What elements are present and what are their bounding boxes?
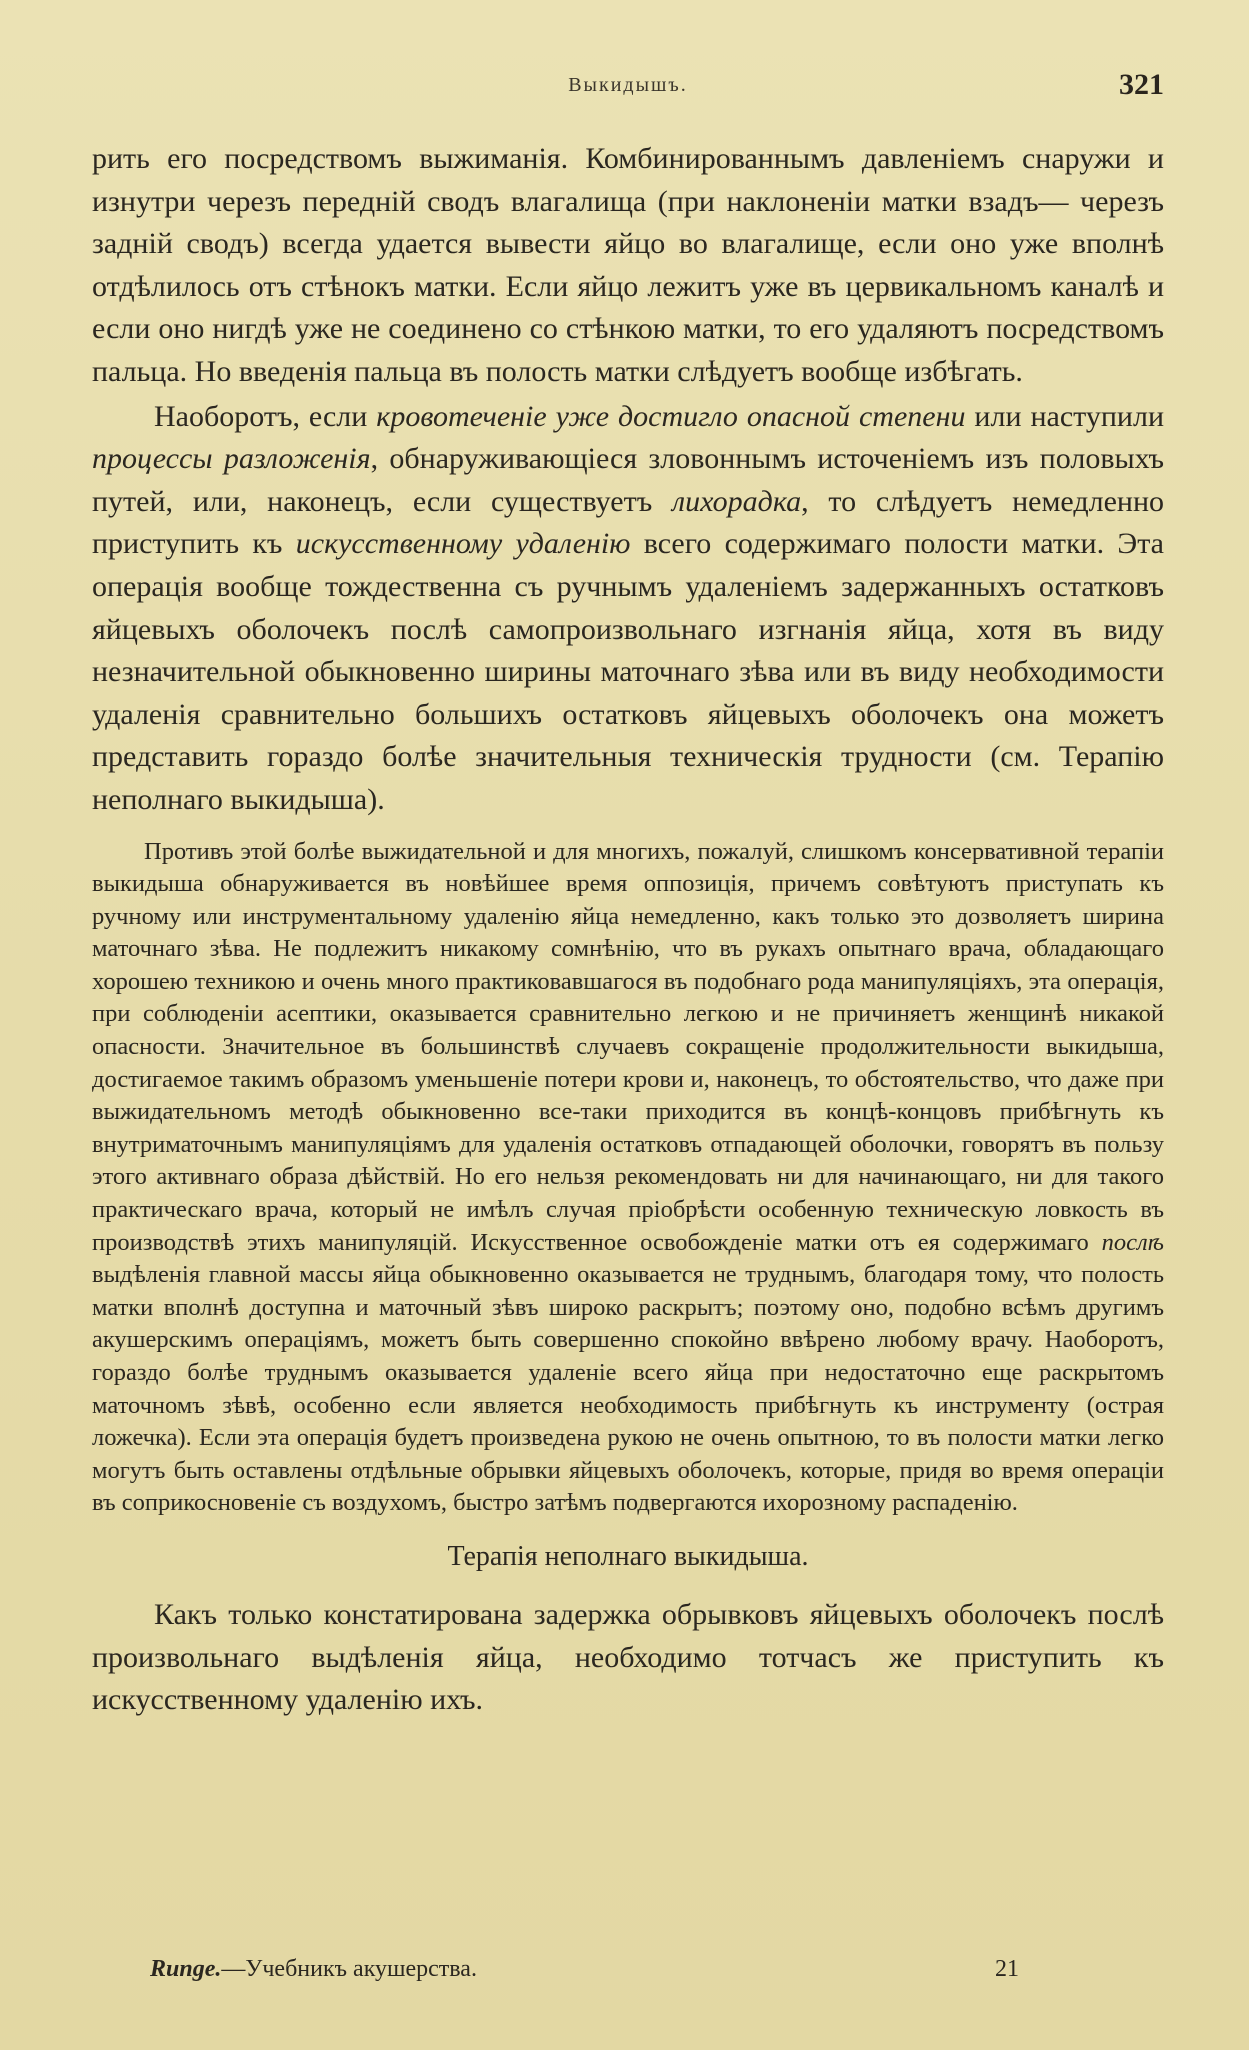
- text-run: выдѣленія главной массы яйца обыкновенно оказывается не труднымъ, благодаря тому, что полость матки вполнѣ доступна и маточный зѣвъ широко раскрытъ; поэтому оно, подобно всѣмъ другимъ акушерскимъ операціямъ, можетъ быть совершенно спокойно ввѣрено любому врачу. Наоборотъ, гораздо болѣе труднымъ оказывается удаленіе всего яйца при недостаточно еще раскрытомъ маточномъ зѣвѣ, особенно если является необходимость прибѣгнуть къ инструменту (острая ложечка). Если эта операція будетъ произведена рукою не очень опытною, то въ полости матки легко могутъ быть оставлены отдѣльные обрывки яйцевыхъ оболочекъ, которые, придя во время операціи въ соприкосновеніе съ воздухомъ, быстро затѣмъ подвергаются ихорозному распаденію.: [92, 1261, 1164, 1517]
- emphasis-decomposition: процессы разложенія: [92, 442, 371, 476]
- running-title: Выкидышъ.: [568, 74, 688, 96]
- footer-book-reference: [150, 1956, 477, 1983]
- paragraph-incomplete-abortion: Какъ только констатирована задержка обрывковъ яйцевыхъ оболочекъ послѣ произвольнаго выдѣленія яйца, необходимо тотчасъ же приступить къ искусственному удаленію ихъ.: [92, 1597, 1164, 1717]
- emphasis-after: послѣ: [1101, 1228, 1164, 1256]
- emphasis-fever: лихорадка: [672, 484, 802, 518]
- page-header: [92, 68, 1164, 108]
- page-body: [92, 138, 1164, 1722]
- paragraph-continuation: рить его посредствомъ выжиманія. Комбинированнымъ давленіемъ снаружи и изнутри черезъ передній сводъ влагалища (при наклоненіи матки взадъ— черезъ задній сводъ) всегда удается вывести яйцо во влагалище, если оно уже вполнѣ отдѣлилось отъ стѣнокъ матки. Если яйцо лежитъ уже въ цервикальномъ каналѣ и если оно нигдѣ уже не соединено со стѣнкою матки, то его удаляютъ посредствомъ пальца. Но введенія пальца въ полость матки слѣдуетъ вообще избѣгать.: [92, 142, 1164, 388]
- text-run: Противъ этой болѣе выжидательной и для многихъ, пожалуй, слишкомъ консервативной терапіи выкидыша обнаруживается въ новѣйшее время оппозиція, причемъ совѣтуютъ приступать къ ручному или инструментальному удаленію яйца немедленно, какъ только это дозволяетъ ширина маточнаго зѣва. Не подлежитъ никакому сомнѣнію, что въ рукахъ опытнаго врача, обладающаго хорошею техникою и очень много практиковавшагося въ подобнаго рода манипуляціяхъ, эта операція, при соблюденіи асептики, оказывается сравнительно легкою и не причиняетъ женщинѣ никакой опасности. Значительное въ большинствѣ случаевъ сокращеніе продолжительности выкидыша, достигаемое такимъ образомъ уменьшеніе потери крови и, наконецъ, то обстоятельство, что даже при выжидательномъ методѣ обыкновенно все-таки приходится въ концѣ-концовъ прибѣгнуть къ внутриматочнымъ манипуляціямъ для удаленія остатковъ отпадающей оболочки, говорятъ въ пользу этого активнаго образа дѣйствій. Но его нельзя рекомендовать ни для начинающаго, ни для такого практическаго врача, который не имѣлъ случая пріобрѣсти особенную техническую ловкость въ производствѣ этихъ манипуляцій. Искусственное освобожденіе матки отъ ея содержимаго: [92, 837, 1164, 1256]
- paragraph-bleeding: [92, 396, 1164, 822]
- page-number: 321: [1119, 68, 1164, 101]
- text-run: , то слѣдуетъ немедленно приступить къ: [92, 484, 1165, 561]
- paragraph-small-print: [92, 836, 1164, 1520]
- text-run: или наступили: [965, 399, 1164, 433]
- printer-signature: 21: [995, 1956, 1019, 1982]
- text-run: , обнаруживающіеся зловоннымъ источеніемъ изъ половыхъ путей, или, наконецъ, если существуетъ: [92, 442, 1165, 518]
- emphasis-artificial-removal: искусственному удаленію: [295, 527, 631, 561]
- emphasis-bleeding: кровотеченіе уже достигло опасной степени: [376, 399, 966, 433]
- text-run: всего содержимаго полости матки. Эта операція вообще тождественна съ ручнымъ удаленіемъ задержанныхъ остатковъ яйцевыхъ оболочекъ послѣ самопроизвольнаго изгнанія яйца, хотя въ виду незначительной обыкновенно ширины маточнаго зѣва или въ виду необходимости удаленія сравнительно большихъ остатковъ яйцевыхъ оболочекъ она можетъ представить гораздо болѣе значительныя техническія трудности (см. Терапію неполнаго выкидыша).: [92, 527, 1164, 816]
- page-footer: [150, 1956, 1089, 1990]
- footer-author: Runge.: [150, 1956, 222, 1982]
- section-heading: Терапія неполнаго выкидыша.: [447, 1540, 809, 1572]
- text-run: Наоборотъ, если: [154, 399, 377, 433]
- footer-title: —Учебникъ акушерства.: [221, 1956, 477, 1982]
